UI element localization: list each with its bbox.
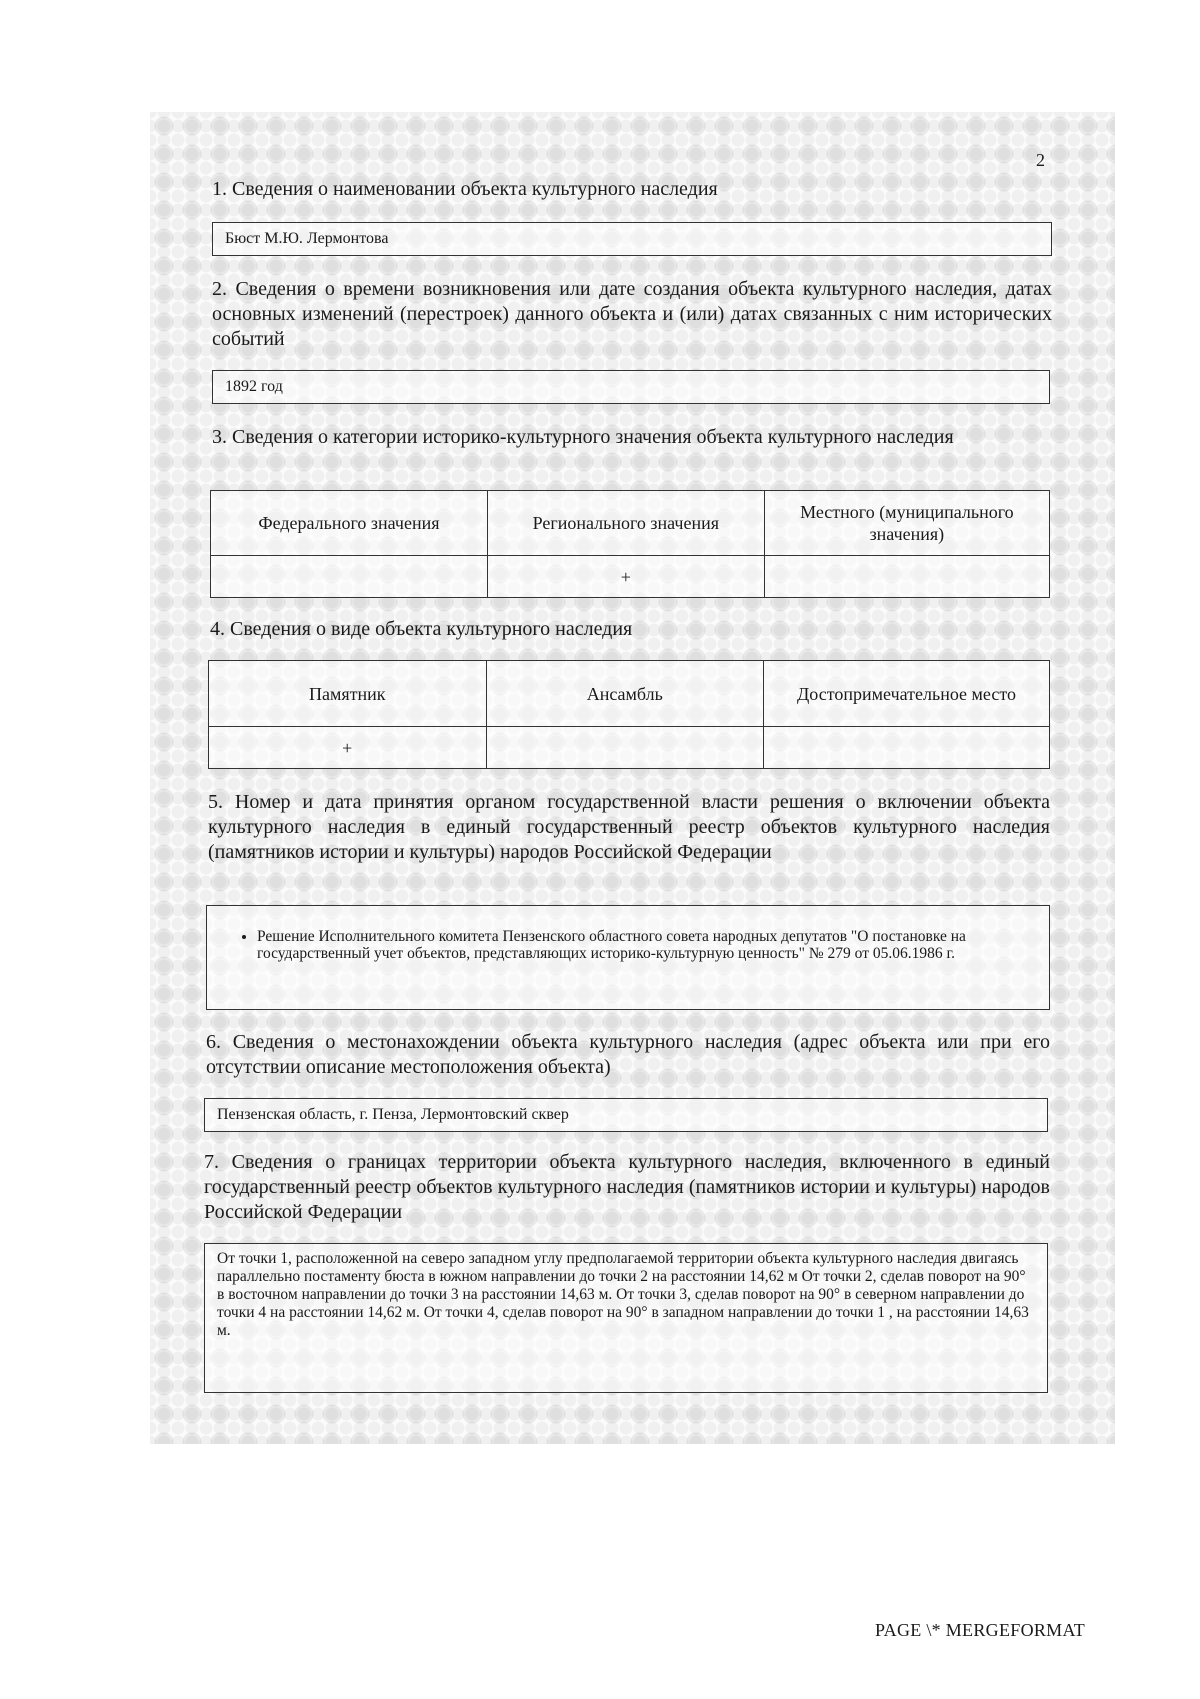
table-cell-federal [211, 556, 488, 598]
section-7-heading: 7. Сведения о границах территории объекта культурного наследия, включенного в единый государственный реестр объектов культурного наследия (памятников истории и культуры) народов Российской Федерации [204, 1151, 1050, 1223]
registry-decision-list [239, 928, 1037, 962]
registry-decision-box [206, 905, 1050, 1010]
creation-date-field: 1892 год [212, 370, 1050, 404]
table-header-federal: Федерального значения [211, 491, 488, 556]
table-header-landmark: Достопримечательное место [764, 661, 1050, 727]
table-header-regional: Регионального значения [487, 491, 764, 556]
table-cell-monument: + [209, 727, 487, 769]
table-cell-landmark [764, 727, 1050, 769]
territory-boundaries-box: От точки 1, расположенной на северо западном углу предполагаемой территории объекта культурного наследия двигаясь параллельно постаменту бюста в южном направлении до точки 2 на расстоянии 14,62 м От точки 2, сделав поворот на 90° в восточном направлении до точки 3 на расстоянии 14,63 м. От точки 3, сделав поворот на 90° в северном направлении до точки 4 на расстоянии 14,62 м. От точки 4, сделав поворот на 90° в западном направлении до точки 1 , на расстоянии 14,63 м. [204, 1243, 1048, 1393]
page-footer: PAGE \* MERGEFORMAT [875, 1620, 1086, 1640]
object-type-table [208, 660, 1050, 769]
table-header-local: Местного (муниципального значения) [764, 491, 1049, 556]
table-header-monument: Памятник [209, 661, 487, 727]
location-field: Пензенская область, г. Пенза, Лермонтовский сквер [204, 1098, 1048, 1132]
section-1-heading: 1. Сведения о наименовании объекта культурного наследия [212, 178, 718, 200]
object-name-field: Бюст М.Ю. Лермонтова [212, 222, 1052, 256]
section-4-heading: 4. Сведения о виде объекта культурного наследия [210, 618, 633, 640]
list-item: • Решение Исполнительного комитета Пензенского областного совета народных депутатов "О постановке на государственный учет объектов, представляющих историко-культурную ценность" № 279 от 05.06.1986 г. [257, 928, 1037, 962]
table-cell-ensemble [486, 727, 764, 769]
table-cell-regional: + [487, 556, 764, 598]
section-3-heading: 3. Сведения о категории историко-культурного значения объекта культурного наследия [212, 426, 954, 448]
section-6-heading: 6. Сведения о местонахождении объекта культурного наследия (адрес объекта или при его отсутствии описание местоположения объекта) [206, 1031, 1050, 1078]
table-header-ensemble: Ансамбль [486, 661, 764, 727]
section-2-heading: 2. Сведения о времени возникновения или дате создания объекта культурного наследия, датах основных изменений (перестроек) данного объекта и (или) датах связанных с ним исторических событий [212, 278, 1052, 350]
table-cell-local [764, 556, 1049, 598]
page-number: 2 [1036, 150, 1045, 170]
significance-category-table [210, 490, 1050, 598]
section-5-heading: 5. Номер и дата принятия органом государственной власти решения о включении объекта культурного наследия в единый государственный реестр объектов культурного наследия (памятников истории и культуры) народов Российской Федерации [208, 791, 1050, 863]
